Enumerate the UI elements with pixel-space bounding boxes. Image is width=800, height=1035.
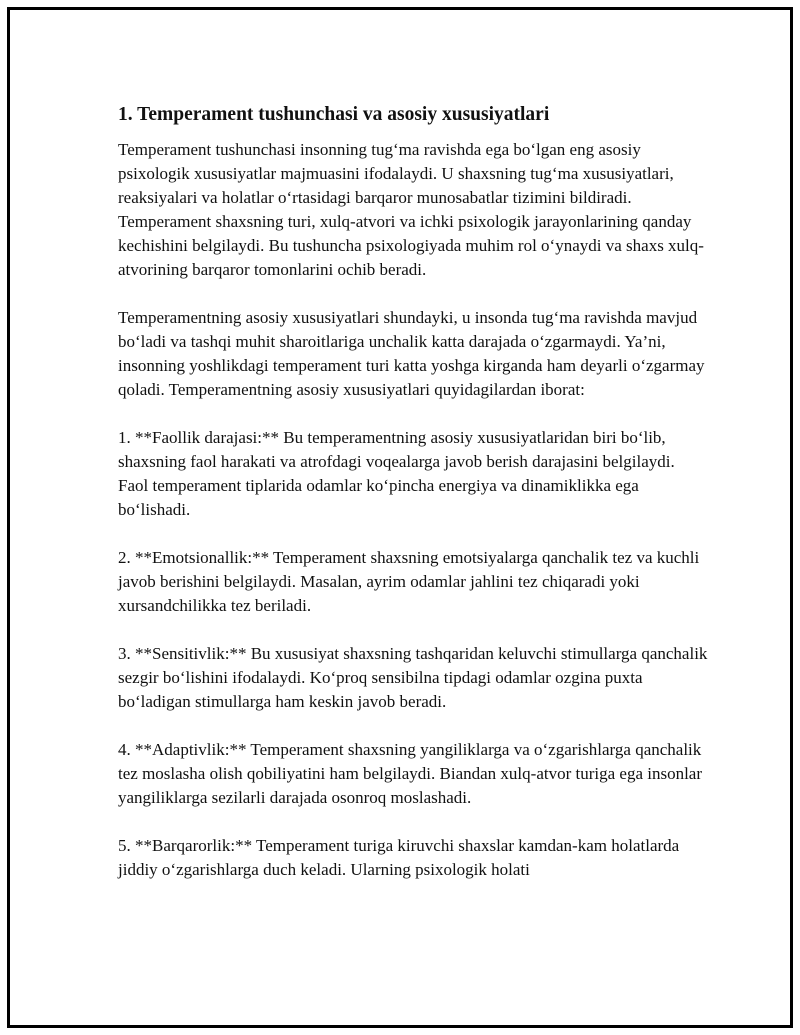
paragraph-item-adaptivity: 4. **Adaptivlik:** Temperament shaxsning yangiliklarga va o‘zgarishlarga qanchalik tez moslasha olish qobiliyatini ham belgilaydi. Biandan xulq-atvor turiga ega insonlar yangiliklarga sezilarli darajada osonroq moslashadi. xyxy=(118,740,703,807)
paragraph-properties: Temperamentning asosiy xususiyatlari shundayki, u insonda tug‘ma ravishda mavjud bo‘ladi va tashqi muhit sharoitlariga unchalik katta darajada o‘zgarmaydi. Ya’ni, insonning yoshlikdagi temperament turi katta yoshga kirganda ham deyarli o‘zgarmay qoladi. Temperamentning asosiy xususiyatlari quyidagilardan iborat: xyxy=(118,308,705,399)
paragraph-item-emotionality: 2. **Emotsionallik:** Temperament shaxsning emotsiyalarga qanchalik tez va kuchli javob berishini belgilaydi. Masalan, ayrim odamlar jahlini tez chiqaradi yoki xursandchilikka tez beriladi. xyxy=(118,548,700,615)
section-heading: 1. Temperament tushunchasi va asosiy xususiyatlari xyxy=(118,104,550,125)
paragraph-item-activity: 1. **Faollik darajasi:** Bu temperamentning asosiy xususiyatlaridan biri bo‘lib, shaxsning faol harakati va atrofdagi voqealarga javob berish darajasini belgilaydi. Faol temperament tiplarida odamlar ko‘pincha energiya va dinamiklikka ega bo‘lishadi. xyxy=(118,428,675,519)
page-frame xyxy=(7,7,793,1028)
document-body xyxy=(118,102,708,882)
paragraph-item-stability: 5. **Barqarorlik:** Temperament turiga kiruvchi shaxslar kamdan-kam holatlarda jiddiy o‘zgarishlarga duch keladi. Ularning psixologik holati xyxy=(118,836,680,879)
paragraph-intro: Temperament tushunchasi insonning tug‘ma ravishda ega bo‘lgan eng asosiy psixologik xususiyatlar majmuasini ifodalaydi. U shaxsning tug‘ma xususiyatlari, reaksiyalari va holatlar o‘rtasidagi barqaror munosabatlar tizimini bildiradi. Temperament shaxsning turi, xulq-atvori va ichki psixologik jarayonlarining qanday kechishini belgilaydi. Bu tushuncha psixologiyada muhim rol o‘ynaydi va shaxs xulq-atvorining barqaror tomonlarini ochib beradi. xyxy=(118,140,704,279)
paragraph-item-sensitivity: 3. **Sensitivlik:** Bu xususiyat shaxsning tashqaridan keluvchi stimullarga qanchalik sezgir bo‘lishini ifodalaydi. Ko‘proq sensibilna tipdagi odamlar ozgina puxta bo‘ladigan stimullarga ham keskin javob beradi. xyxy=(118,644,708,711)
